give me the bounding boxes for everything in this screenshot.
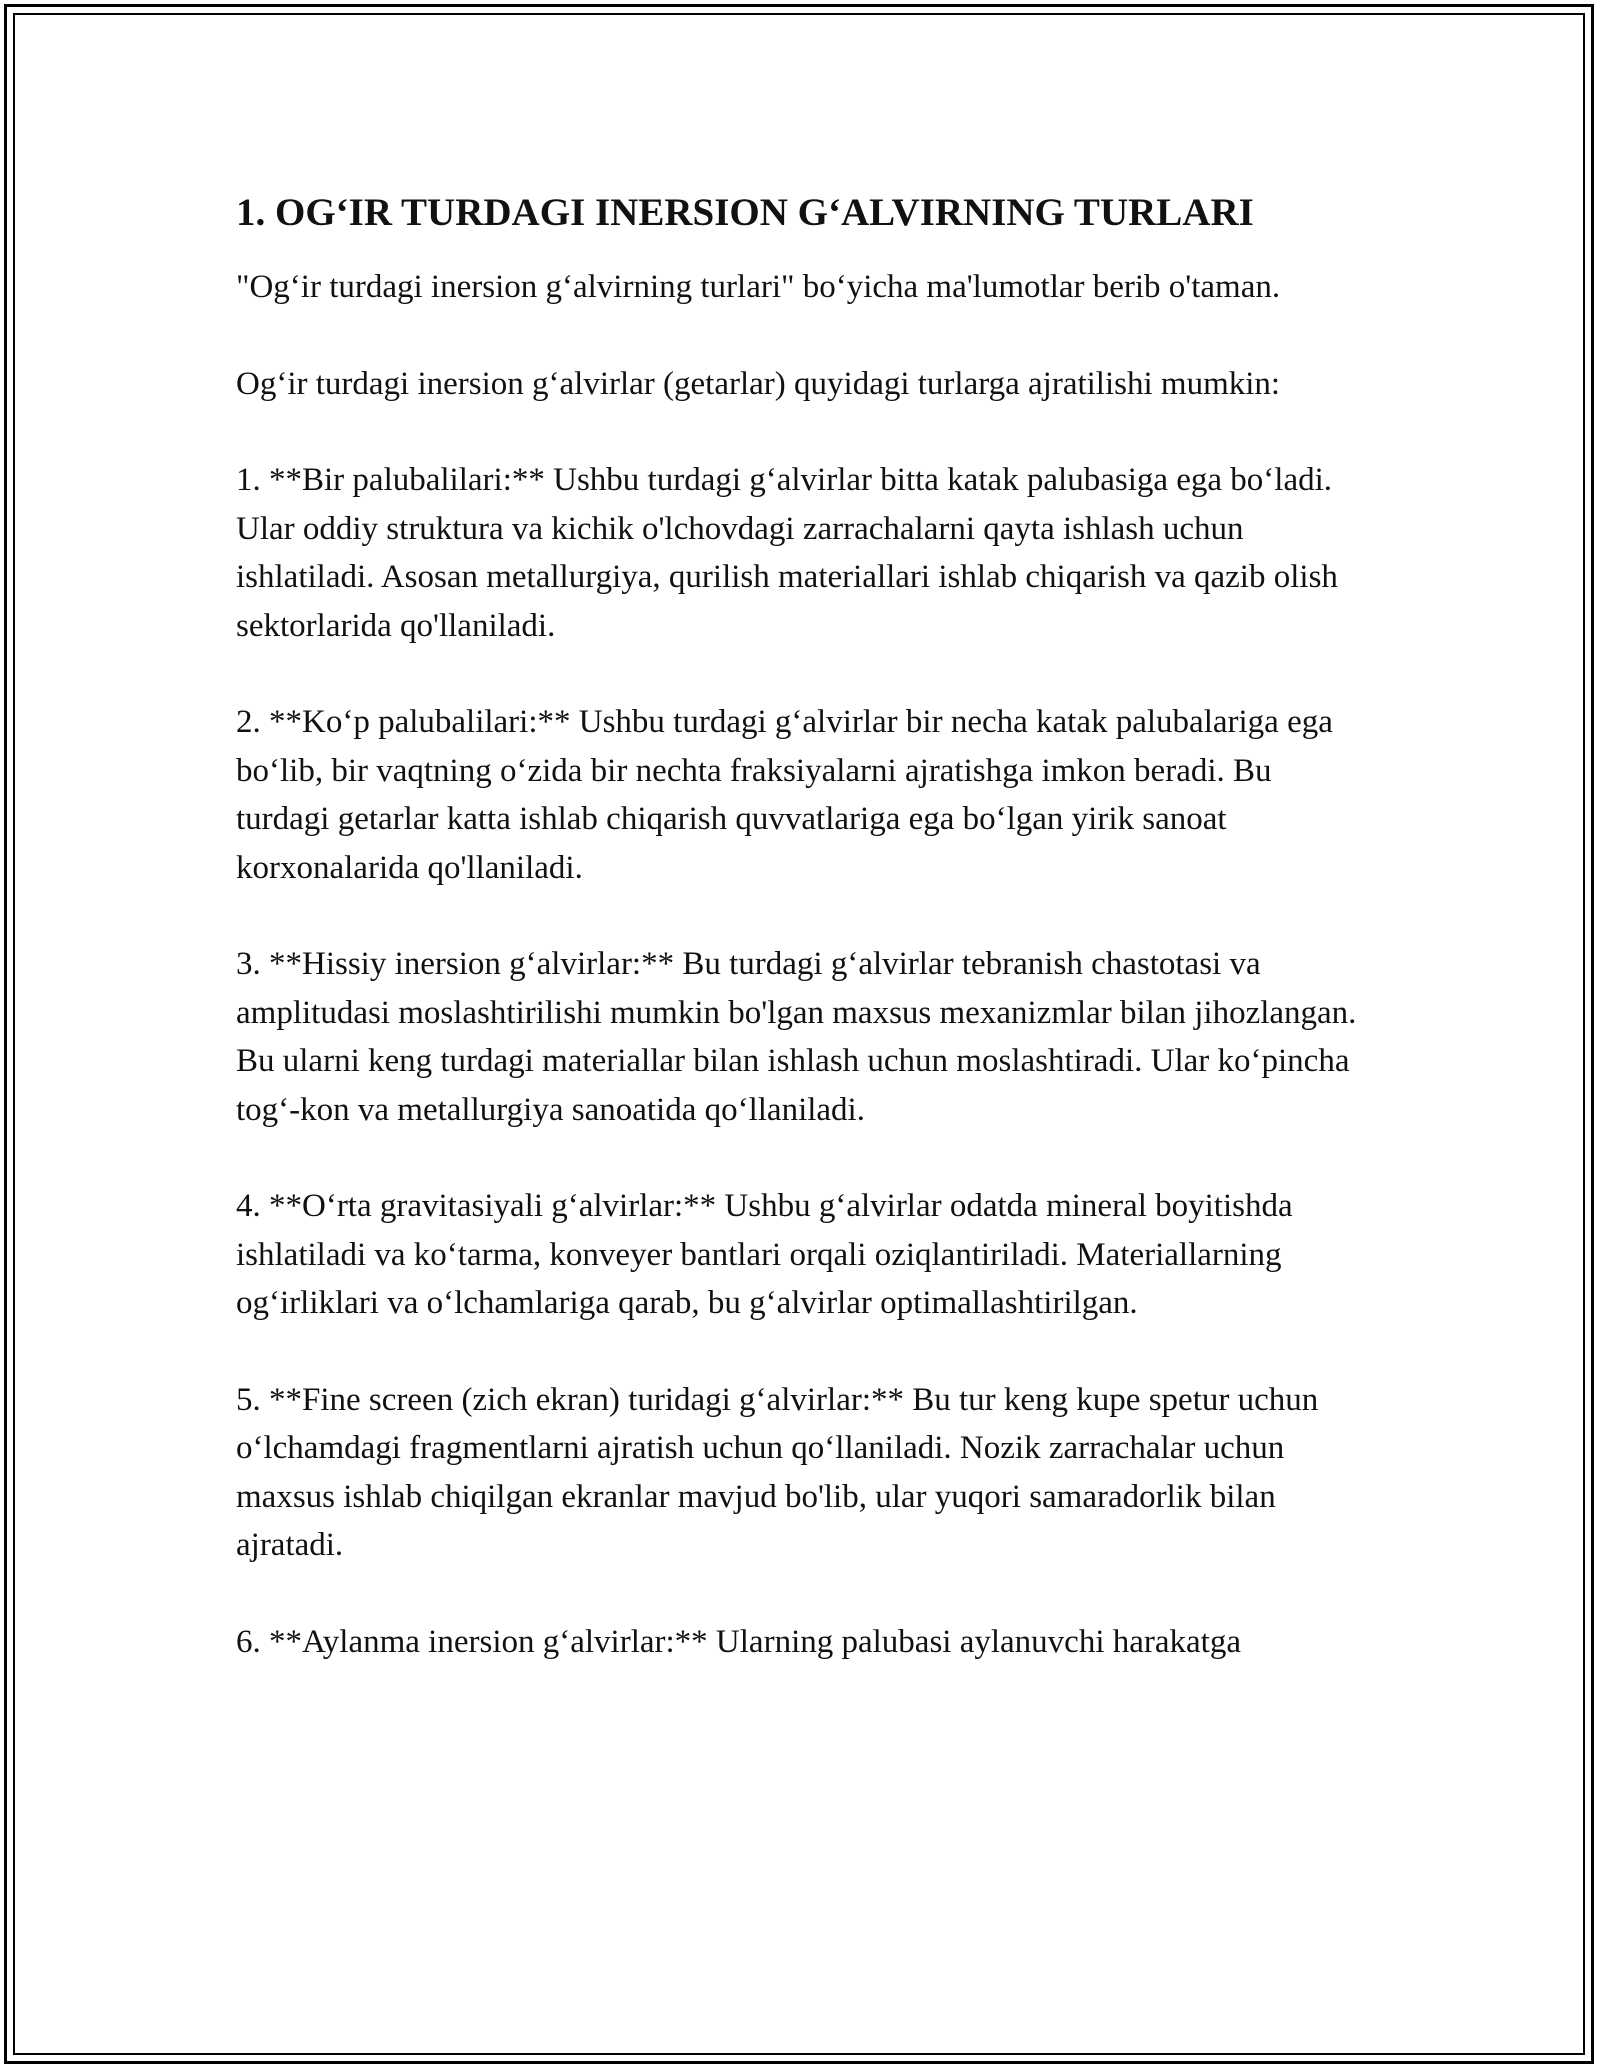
paragraph-item-4: 4. **O‘rta gravitasiyali g‘alvirlar:** Ushbu g‘alvirlar odatda mineral boyitishda ishlatiladi va ko‘tarma, konveyer bantlari orqali oziqlantiriladi. Materiallarning og‘irliklari va o‘lchamlariga qarab, bu g‘alvirlar optimallashtirilgan. (236, 1188, 1293, 1321)
paragraph-item-5: 5. **Fine screen (zich ekran) turidagi g‘alvirlar:** Bu tur keng kupe spetur uchun o‘lchamdagi fragmentlarni ajratish uchun qo‘llaniladi. Nozik zarrachalar uchun maxsus ishlab chiqilgan ekranlar mavjud bo'lib, ular yuqori samaradorlik bilan ajratadi. (236, 1381, 1319, 1563)
paragraph-types-intro: Og‘ir turdagi inersion g‘alvirlar (getarlar) quyidagi turlarga ajratilishi mumkin: (236, 365, 1281, 402)
paragraph-intro: "Og‘ir turdagi inersion g‘alvirning turlari" bo‘yicha ma'lumotlar berib o'taman. (236, 269, 1281, 305)
document-body (236, 185, 1366, 1714)
paragraph-item-6: 6. **Aylanma inersion g‘alvirlar:** Ularning palubasi aylanuvchi harakatga (236, 1623, 1241, 1660)
document-title: 1. OG‘IR TURDAGI INERSION G‘ALVIRNING TURLARI (236, 191, 1254, 234)
paragraph-item-2: 2. **Ko‘p palubalilari:** Ushbu turdagi g‘alvirlar bir necha katak palubalariga ega bo‘lib, bir vaqtning o‘zida bir nechta fraksiyalarni ajratishga imkon beradi. Bu turdagi getarlar katta ishlab chiqarish quvvatlariga ega bo‘lgan yirik sanoat korxonalarida qo'llaniladi. (236, 704, 1333, 886)
paragraph-item-1: 1. **Bir palubalilari:** Ushbu turdagi g‘alvirlar bitta katak palubasiga ega bo‘ladi. Ular oddiy struktura va kichik o'lchovdagi zarrachalarni qayta ishlash uchun ishlatiladi. Asosan metallurgiya, qurilish materiallari ishlab chiqarish va qazib olish sektorlarida qo'llaniladi. (236, 462, 1338, 644)
paragraph-item-3: 3. **Hissiy inersion g‘alvirlar:** Bu turdagi g‘alvirlar tebranish chastotasi va amplitudasi moslashtirilishi mumkin bo'lgan maxsus mexanizmlar bilan jihozlangan. Bu ularni keng turdagi materiallar bilan ishlash uchun moslashtiradi. Ular ko‘pincha tog‘-kon va metallurgiya sanoatida qo‘llaniladi. (236, 946, 1357, 1128)
